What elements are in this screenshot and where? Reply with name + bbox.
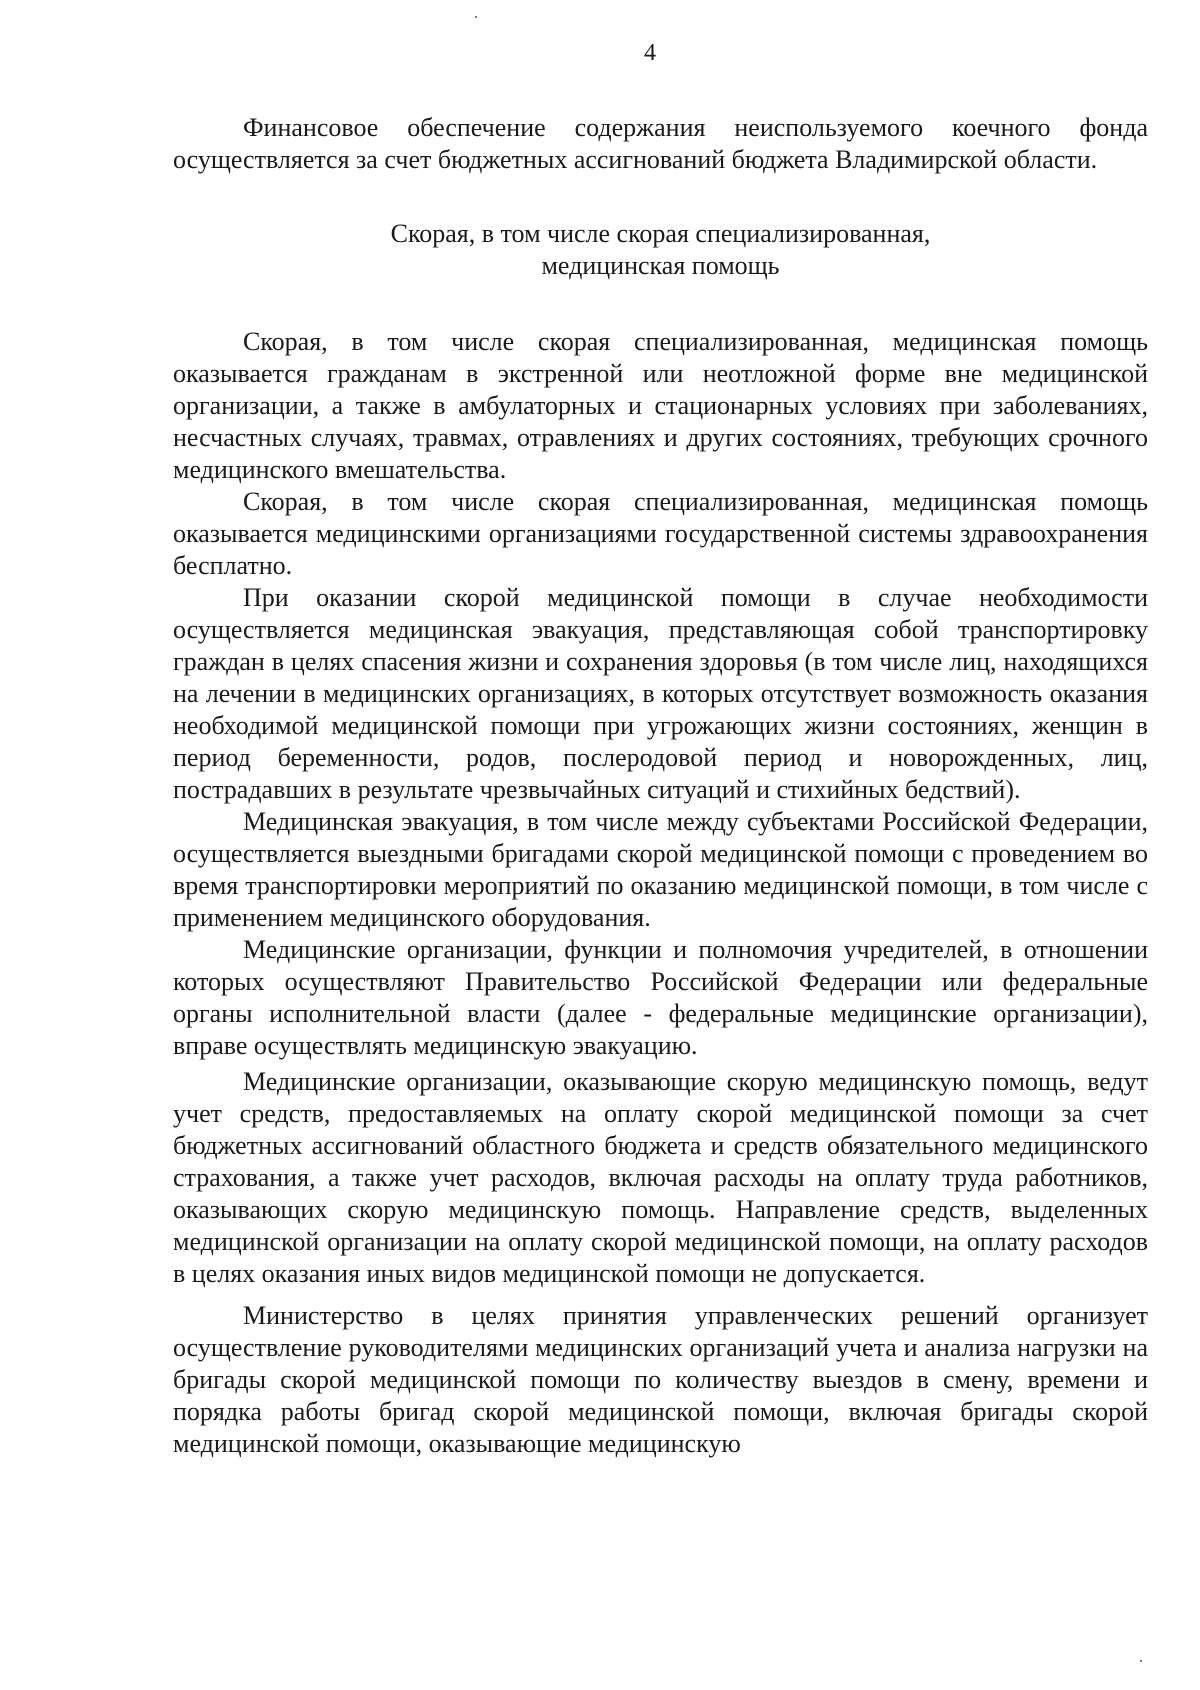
paragraph-evacuation-between-regions: Медицинская эвакуация, в том числе между субъектами Российской Федерации, осуществляется выездными бригадами скорой медицинской помощи с проведением во время транспортировки мероприятий по оказанию медицинской помощи, в том числе с применением медицинского оборудования. [173,807,1148,932]
section-heading-line-2: медицинская помощь [541,251,780,280]
section-heading-line-1: Скорая, в том числе скорая специализированная, [390,219,931,248]
document-body [173,112,1148,1460]
paragraph-medical-evacuation: При оказании скорой медицинской помощи в случае необходимости осуществляется медицинская эвакуация, представляющая собой транспортировку граждан в целях спасения жизни и сохранения здоровья (в том числе лиц, находящихся на лечении в медицинских организациях, в которых отсутствует возможность оказания необходимой медицинской помощи при угрожающих жизни состояниях, женщин в период беременности, родов, послеродовой период и новорожденных, лиц, пострадавших в результате чрезвычайных ситуаций и стихийных бедствий). [173,583,1148,804]
intro-paragraph: Финансовое обеспечение содержания неиспользуемого коечного фонда осуществляется за счет бюджетных ассигнований бюджета Владимирской области. [173,113,1148,174]
paragraph-free-of-charge: Скорая, в том числе скорая специализированная, медицинская помощь оказывается медицинскими организациями государственной системы здравоохранения бесплатно. [173,487,1148,580]
paragraph-accounting-funds: Медицинские организации, оказывающие скорую медицинскую помощь, ведут учет средств, предоставляемых на оплату скорой медицинской помощи за счет бюджетных ассигнований областного бюджета и средств обязательного медицинского страхования, а также учет расходов, включая расходы на оплату труда работников, оказывающих скорую медицинскую помощь. Направление средств, выделенных медицинской организации на оплату скорой медицинской помощи, на оплату расходов в целях оказания иных видов медицинской помощи не допускается. [173,1067,1148,1288]
paragraph-ministry-analysis: Министерство в целях принятия управленческих решений организует осуществление руководителями медицинских организаций учета и анализа нагрузки на бригады скорой медицинской помощи по количеству выездов в смену, времени и порядка работы бригад скорой медицинской помощи, включая бригады скорой медицинской помощи, оказывающие медицинскую [173,1301,1148,1458]
paragraph-federal-organizations: Медицинские организации, функции и полномочия учредителей, в отношении которых осуществляют Правительство Российской Федерации или федеральные органы исполнительной власти (далее - федеральные медицинские организации), вправе осуществлять медицинскую эвакуацию. [173,935,1148,1060]
scan-speck [1140,1660,1142,1662]
paragraph-ambulance-definition: Скорая, в том числе скорая специализированная, медицинская помощь оказывается гражданам в экстренной или неотложной форме вне медицинской организации, а также в амбулаторных и стационарных условиях при заболеваниях, несчастных случаях, травмах, отравлениях и других состояниях, требующих срочного медицинского вмешательства. [173,327,1148,484]
page-number: 4 [644,40,656,66]
section-heading [173,218,1148,282]
scan-speck [475,16,477,18]
